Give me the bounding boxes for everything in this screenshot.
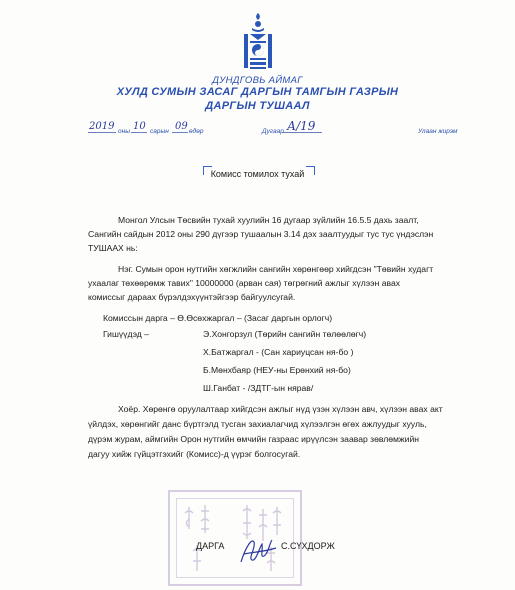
paragraph-3-line-3: дүрэм журам, аймгийн Орон нутгийн өмчийн газраас ирүүлсэн заавар зөвлөмжийн bbox=[88, 434, 420, 444]
stamp-seal-icon bbox=[168, 490, 302, 586]
year-label: оны bbox=[118, 128, 130, 135]
member-2: Х.Батжаргал - (Сан хариуцсан ня-бо ) bbox=[203, 347, 354, 357]
paragraph-3-line-2: үйлдэх, хөрөнгийг данс бүртгэлд тусган захиалагчид хүлээлгэн өгөх ажлуудыг хууль, bbox=[88, 419, 427, 429]
paragraph-2-line-2: ухаалаг төхөөрөмж тавих" 10000000 (арван сая) төгрөгний ажлыг хүлээн авах bbox=[88, 278, 401, 288]
member-4: Ш.Ганбат - /ЗДТГ-ын нярав/ bbox=[203, 383, 314, 393]
commission-chair: Комиссын дарга – Ө.Өсөхжаргал – (Засаг даргын орлогч) bbox=[103, 313, 333, 323]
paragraph-2-line-1: Нэг. Сумын орон нутгийн хөгжлийн сангийн хөрөнгөөр хийгдсэн "Төвийн худагт bbox=[118, 264, 434, 274]
number-label: Дугаар bbox=[262, 128, 284, 135]
paragraph-1-line-3: ТУШААХ нь: bbox=[88, 243, 138, 253]
signatory-title: ДАРГА bbox=[196, 541, 225, 551]
member-3: Б.Мөнхбаяр (НЕУ-ны Ерөнхий ня-бо) bbox=[203, 365, 351, 375]
member-1: Э.Хонгорзул (Төрийн сангийн төлөөлөгч) bbox=[203, 329, 367, 339]
paragraph-1-line-2: Сангийн сайдын 2012 оны 290 дүгээр тушаалын 3.14 дэх заалтуудыг тус тус үндэслэн bbox=[88, 229, 434, 239]
order-number: А/19 bbox=[287, 119, 316, 133]
header-office: ХУЛД СУМЫН ЗАСАГ ДАРГЫН ТАМГЫН ГАЗРЫН bbox=[116, 86, 399, 98]
header-doc-type: ДАРГЫН ТУШААЛ bbox=[205, 100, 310, 112]
date-month: 10 bbox=[133, 121, 146, 132]
date-year: 2019 bbox=[89, 121, 115, 132]
date-day: 09 bbox=[175, 121, 188, 132]
day-label: өдөр bbox=[189, 128, 204, 135]
paragraph-2-line-3: комиссыг дараах бүрэлдэхүүнтэйгээр байгуулсугай. bbox=[88, 292, 296, 302]
month-label: сарын bbox=[150, 128, 169, 135]
soyombo-emblem-icon bbox=[241, 12, 275, 72]
subject-line: Комисс томилох тухай bbox=[210, 169, 305, 179]
handwritten-signature-icon bbox=[238, 532, 280, 568]
place-label: Улаан жирэм bbox=[418, 128, 458, 135]
paragraph-3-line-1: Хоёр. Хөрөнгө оруулалтаар хийгдсэн ажлыг нүд үзэн хүлээн авч, хүлээн авах акт bbox=[118, 404, 443, 414]
paragraph-3-line-4: дагуу хийж гүйцэтгэхийг (Комисс)-д үүрэг болгосугай. bbox=[88, 449, 301, 459]
paragraph-1-line-1: Монгол Улсын Төсвийн тухай хуулийн 16 дугаар зүйлийн 16.5.5 дахь заалт, bbox=[118, 215, 419, 225]
signatory-name: С.СҮХДОРЖ bbox=[281, 541, 335, 551]
header-aimag: ДУНДГОВЬ АЙМАГ bbox=[212, 75, 303, 86]
members-label: Гишүүдэд – bbox=[103, 329, 149, 339]
